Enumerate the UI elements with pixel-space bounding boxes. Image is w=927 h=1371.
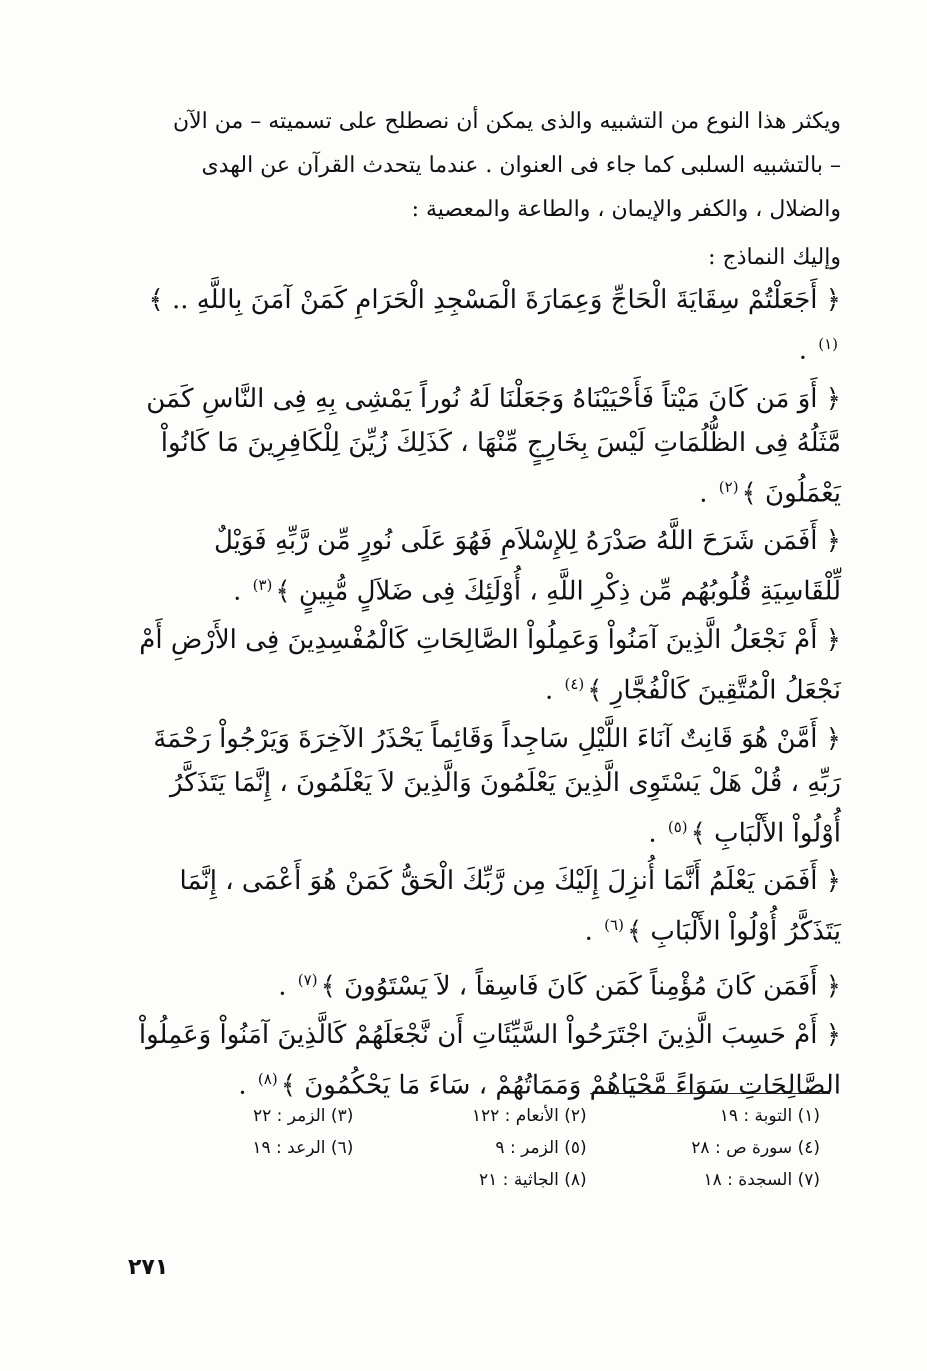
intro-line-2: – بالتشبيه السلبى كما جاء فى العنوان . عندما يتحدث القرآن عن الهدى <box>201 153 841 178</box>
footnote-8: (٨) الجاثية : ٢١ <box>479 1170 587 1190</box>
footnote-7: (٧) السجدة : ١٨ <box>703 1170 820 1190</box>
footnote-ref: (٢) <box>718 477 739 496</box>
verse-text: ﴿ أَجَعَلْتُمْ سِقَايَةَ الْحَاجِّ وَعِمَارَةَ الْمَسْجِدِ الْحَرَامِ كَمَنْ آمَنَ بِاللَّهِ .. ﴾ <box>148 285 841 315</box>
footnote-4: (٤) سورة ص : ٢٨ <box>691 1138 820 1158</box>
page-number: ٢٧١ <box>128 1255 169 1280</box>
verse-text: ﴿ أَفَمَن كَانَ مُؤْمِناً كَمَن كَانَ فَاسِقاً ، لاَ يَسْتَوُونَ ﴾ <box>320 971 841 1002</box>
verse-end: . <box>648 818 665 849</box>
footnote-divider <box>590 1093 830 1094</box>
verse-text: ﴿ أَمْ حَسِبَ الَّذِينَ اجْتَرَحُواْ السَّيِّئَاتِ أَن نَّجْعَلَهُمْ كَالَّذِينَ آمَنُواْ وَعَمِلُواْ الصَّالِحَاتِ سَوَاءً مَّحْيَاهُمْ وَمَمَاتُهُمْ ، سَاءَ مَا يَحْكُمُونَ ﴾ <box>138 1019 841 1101</box>
verse-end: . <box>584 916 602 947</box>
footnote-ref: (٨) <box>257 1069 278 1088</box>
footnote-ref: (٦) <box>604 916 624 935</box>
verse-5 <box>128 717 841 856</box>
footnote-ref: (١) <box>818 335 838 353</box>
verse-text: ﴿ أَفَمَن شَرَحَ اللَّهُ صَدْرَهُ لِلإِسْلاَمِ فَهُوَ عَلَى نُورٍ مِّن رَّبِّهِ فَوَيْلٌ لِّلْقَاسِيَةِ قُلُوبُهُم مِّن ذِكْرِ اللَّهِ ، أُوْلَئِكَ فِى ضَلاَلٍ مُّبِينٍ ﴾ <box>213 526 841 607</box>
intro-paragraph <box>128 100 841 232</box>
verse-text: ﴿ أَمْ نَجْعَلُ الَّذِينَ آمَنُواْ وَعَمِلُواْ الصَّالِحَاتِ كَالْمُفْسِدِينَ فِى الأَرْضِ أَمْ نَجْعَلُ الْمُتَّقِينَ كَالْفُجَّارِ ﴾ <box>139 624 841 706</box>
main-text <box>128 100 841 1111</box>
footnote-5: (٥) الزمر : ٩ <box>495 1138 587 1158</box>
footnote-2: (٢) الأنعام : ١٢٢ <box>471 1106 587 1126</box>
verse-text: ﴿ أَوَ مَن كَانَ مَيْتاً فَأَحْيَيْنَاهُ وَجَعَلْنَا لَهُ نُوراً يَمْشِى بِهِ فِى النَّاسِ كَمَن مَّثَلُهُ فِى الظُّلُمَاتِ لَيْسَ بِخَارِجٍ مِّنْهَا ، كَذَلِكَ زُيِّنَ لِلْكَافِرِينَ مَا كَانُواْ يَعْمَلُونَ ﴾ <box>146 383 841 509</box>
verse-end: . <box>233 576 250 607</box>
footnote-3: (٣) الزمر : ٢٢ <box>252 1106 354 1126</box>
footnotes <box>150 1103 820 1193</box>
footnote-ref: (٥) <box>667 817 688 836</box>
footnote-ref: (٣) <box>252 576 273 595</box>
verse-text: ﴿ أَفَمَن يَعْلَمُ أَنَّمَا أُنزِلَ إِلَيْكَ مِن رَّبِّكَ الْحَقُّ كَمَنْ هُوَ أَعْمَى ، إِنَّمَا يَتَذَكَّرُ أُوْلُواْ الأَلْبَابِ ﴾ <box>179 866 841 947</box>
verse-text: ﴿ أَمَّنْ هُوَ قَانِتٌ آنَاءَ اللَّيْلِ سَاجِداً وَقَائِماً يَحْذَرُ الآخِرَةَ وَيَرْجُواْ رَحْمَةَ رَبِّهِ ، قُلْ هَلْ يَسْتَوِى الَّذِينَ يَعْلَمُونَ وَالَّذِينَ لاَ يَعْلَمُونَ ، إِنَّمَا يَتَذَكَّرُ أُوْلُواْ الأَلْبَابِ ﴾ <box>153 723 841 849</box>
verse-7 <box>128 958 841 1009</box>
verse-end: . <box>699 478 716 509</box>
footnote-1: (١) التوبة : ١٩ <box>719 1106 820 1126</box>
verse-end: . <box>238 1070 255 1101</box>
examples-lead: وإليك النماذج : <box>708 245 841 270</box>
verse-6 <box>128 859 841 954</box>
verse-2 <box>128 377 841 516</box>
verse-end: . <box>798 335 816 366</box>
intro-line-3: والضلال ، والكفر والإيمان ، والطاعة والمعصية : <box>411 197 841 222</box>
verse-end: . <box>278 971 295 1002</box>
intro-line-1: ويكثر هذا النوع من التشبيه والذى يمكن أن نصطلح على تسميته – من الآن <box>172 109 841 134</box>
footnote-ref: (٧) <box>297 970 318 989</box>
verse-end: . <box>544 675 562 706</box>
footnote-ref: (٤) <box>564 674 585 693</box>
verse-3 <box>128 519 841 614</box>
verse-4 <box>128 618 841 713</box>
footnote-6: (٦) الرعد : ١٩ <box>252 1138 354 1158</box>
verse-1 <box>128 278 841 373</box>
